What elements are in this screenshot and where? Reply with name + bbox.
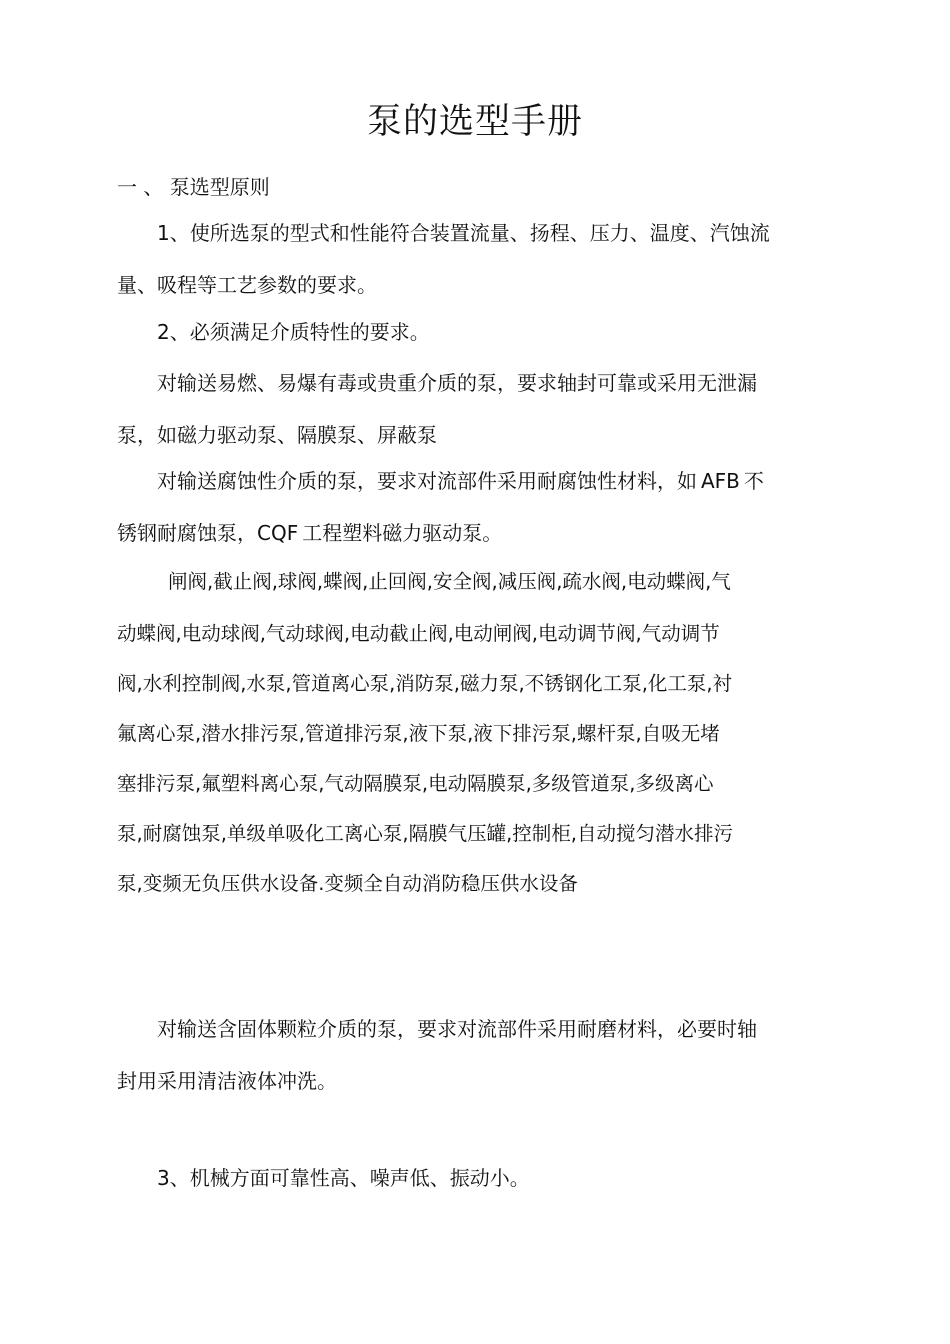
- paragraph-text: 、使所选泵的型式和性能符合装置流量、扬程、压力、温度、汽蚀流: [169, 221, 770, 245]
- list-number: 3: [157, 1166, 170, 1190]
- page-title: 泵的选型手册: [366, 102, 583, 142]
- valve-list-line: 闸阀,截止阀,球阀,蝶阀,止回阀,安全阀,减压阀,疏水阀,电动蝶阀,气: [168, 570, 731, 593]
- section-heading: 一 、 泵选型原则: [117, 175, 270, 199]
- paragraph-1-line-1: [157, 218, 877, 248]
- paragraph-5-line-1: 对输送含固体颗粒介质的泵，要求对流部件采用耐磨材料，必要时轴: [157, 1017, 757, 1041]
- valve-list-line: 泵,耐腐蚀泵,单级单吸化工离心泵,隔膜气压罐,控制柜,自动搅匀潜水排污: [117, 822, 733, 845]
- valve-list-line: 动蝶阀,电动球阀,气动球阀,电动截止阀,电动闸阀,电动调节阀,气动调节: [117, 622, 720, 645]
- valve-list-line: 塞排污泵,氟塑料离心泵,气动隔膜泵,电动隔膜泵,多级管道泵,多级离心: [117, 772, 714, 795]
- paragraph-2: [157, 317, 877, 347]
- paragraph-1-line-2: 量、吸程等工艺参数的要求。: [117, 273, 377, 297]
- paragraph-text: 、必须满足介质特性的要求。: [169, 320, 430, 344]
- paragraph-3-line-2: 泵，如磁力驱动泵、隔膜泵、屏蔽泵: [117, 423, 437, 447]
- valve-list-line: 泵,变频无负压供水设备.变频全自动消防稳压供水设备: [117, 872, 578, 895]
- valve-list-line: 氟离心泵,潜水排污泵,管道排污泵,液下泵,液下排污泵,螺杆泵,自吸无堵: [117, 722, 720, 745]
- paragraph-3-line-1: 对输送易燃、易爆有毒或贵重介质的泵，要求轴封可靠或采用无泄漏: [157, 371, 757, 395]
- paragraph-6: [157, 1163, 877, 1193]
- paragraph-5-line-2: 封用采用清洁液体冲洗。: [117, 1069, 337, 1093]
- paragraph-text: 不: [743, 469, 764, 493]
- list-number: 1: [157, 221, 170, 245]
- brand-name: AFB: [701, 469, 740, 493]
- paragraph-text: 锈钢耐腐蚀泵，: [117, 521, 257, 545]
- paragraph-4-line-1: [157, 466, 877, 496]
- valve-list-line: 阀,水利控制阀,水泵,管道离心泵,消防泵,磁力泵,不锈钢化工泵,化工泵,衬: [117, 672, 733, 695]
- paragraph-text: 工程塑料磁力驱动泵。: [302, 521, 503, 545]
- paragraph-text: 对输送腐蚀性介质的泵，要求对流部件采用耐腐蚀性材料，如: [157, 469, 697, 493]
- list-number: 2: [157, 320, 170, 344]
- paragraph-text: 、机械方面可靠性高、噪声低、振动小。: [169, 1166, 530, 1190]
- brand-name: CQF: [257, 521, 299, 545]
- paragraph-4-line-2: [117, 518, 837, 548]
